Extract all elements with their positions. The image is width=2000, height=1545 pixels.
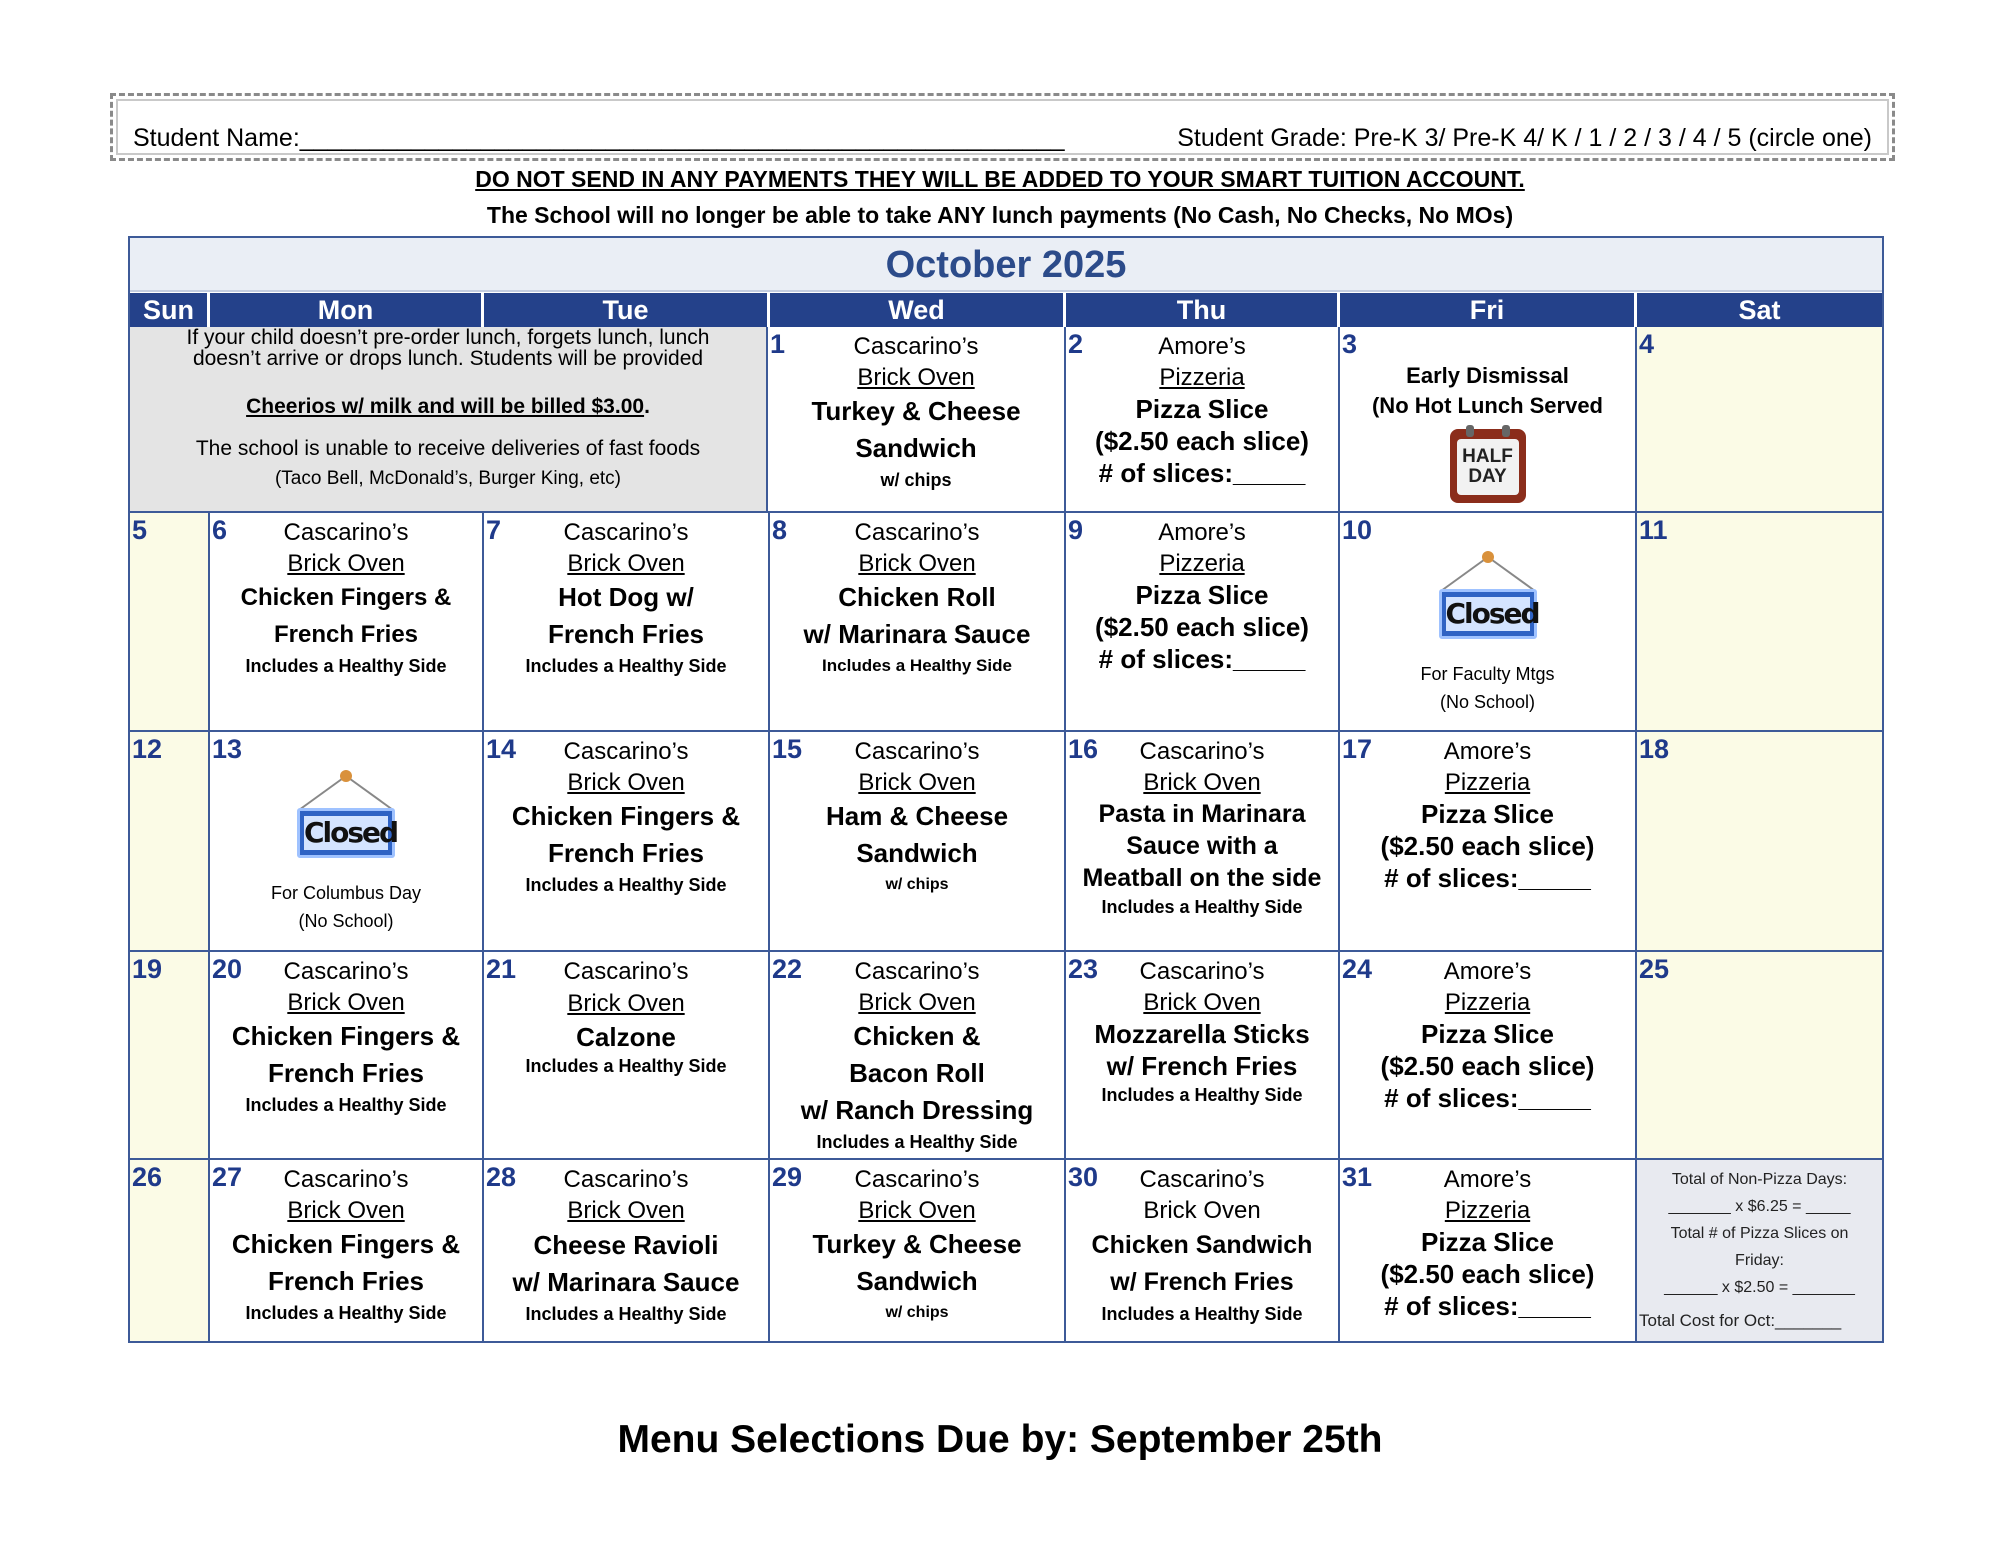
- closure-reason: For Faculty Mtgs: [1420, 664, 1555, 684]
- day-number: 27: [212, 1162, 243, 1192]
- brand: Brick Oven: [567, 550, 685, 577]
- dish: Pizza Slice: [1421, 799, 1554, 829]
- day-cell-26: [130, 1160, 210, 1341]
- day-number: 8: [772, 515, 788, 545]
- day-number: 31: [1342, 1162, 1373, 1192]
- pizza-slices-label-day: Friday:: [1735, 1252, 1784, 1269]
- dish: Cheese Ravioli: [533, 1230, 719, 1260]
- day-number: 12: [132, 734, 163, 764]
- day-cell-1: [768, 327, 1066, 513]
- slice-count-field[interactable]: # of slices:_____: [1384, 863, 1591, 893]
- early-dismissal-label: Early Dismissal: [1406, 363, 1569, 388]
- menu-due-date: Menu Selections Due by: September 25th: [617, 1418, 1383, 1461]
- non-pizza-days-field[interactable]: _______ x $6.25 = _____: [1668, 1198, 1851, 1215]
- brand: Brick Oven: [567, 769, 685, 796]
- vendor: Cascarino’s: [1139, 1166, 1265, 1193]
- pizza-slices-field[interactable]: ______ x $2.50 = _______: [1664, 1279, 1855, 1296]
- side-note: w/ chips: [880, 470, 952, 490]
- policy-fastfood: The school is unable to receive deliveries of fast foods: [195, 437, 701, 460]
- day-number: 17: [1342, 734, 1373, 764]
- side-note: Includes a Healthy Side: [525, 1304, 727, 1324]
- day-cell-9: [1066, 513, 1340, 732]
- brand: Brick Oven: [858, 1197, 976, 1224]
- dish: Chicken Fingers &: [240, 584, 452, 611]
- dish: w/ Marinara Sauce: [803, 619, 1031, 649]
- day-number: 22: [772, 954, 803, 984]
- vendor: Cascarino’s: [283, 958, 409, 985]
- day-cell-8: [770, 513, 1066, 732]
- brand: Brick Oven: [858, 550, 976, 577]
- day-cell-29: [770, 1160, 1066, 1341]
- dish: w/ French Fries: [1110, 1268, 1294, 1296]
- weekday-mon: Mon: [210, 293, 484, 327]
- dish: French Fries: [547, 838, 705, 868]
- dish: Chicken Fingers &: [231, 1021, 461, 1051]
- day-number: 23: [1068, 954, 1099, 984]
- day-number: 9: [1068, 515, 1084, 545]
- closed-sign-text: Closed: [304, 816, 398, 849]
- student-info-box: [110, 93, 1895, 161]
- dish: Bacon Roll: [849, 1058, 985, 1088]
- day-cell-25: [1637, 952, 1882, 1160]
- day-cell-28: [484, 1160, 770, 1341]
- day-number: 10: [1342, 515, 1373, 545]
- weekday-sun: Sun: [130, 293, 210, 327]
- weekday-tue: Tue: [484, 293, 770, 327]
- policy-billing: Cheerios w/ milk and will be billed $3.00: [246, 395, 645, 418]
- day-number: 24: [1342, 954, 1373, 984]
- day-number: 20: [212, 954, 243, 984]
- day-number: 6: [212, 515, 228, 545]
- pizza-slices-label: Total # of Pizza Slices on: [1670, 1225, 1849, 1242]
- day-cell-4: [1637, 327, 1882, 513]
- dish: Pizza Slice: [1421, 1227, 1554, 1257]
- day-number: 18: [1639, 734, 1670, 764]
- vendor: Amore’s: [1158, 333, 1246, 360]
- dish-price: ($2.50 each slice): [1380, 831, 1595, 861]
- brand: Brick Oven: [857, 364, 975, 391]
- day-cell-18: [1637, 732, 1882, 952]
- lunch-policy-note: [130, 327, 768, 513]
- weekday-wed: Wed: [770, 293, 1066, 327]
- brand: Pizzeria: [1444, 989, 1531, 1016]
- day-cell-11: [1637, 513, 1882, 732]
- non-pizza-days-label: Total of Non-Pizza Days:: [1671, 1171, 1848, 1188]
- side-note: Includes a Healthy Side: [816, 1132, 1018, 1152]
- day-cell-19: [130, 952, 210, 1160]
- dish: Mozzarella Sticks: [1094, 1019, 1310, 1049]
- student-name-field[interactable]: Student Name:_______________________________________________________: [133, 124, 1065, 152]
- dish: Ham & Cheese: [825, 801, 1009, 831]
- brand: Brick Oven: [858, 769, 976, 796]
- half-day-icon-text: DAY: [1468, 466, 1507, 487]
- day-number: 21: [486, 954, 517, 984]
- vendor: Cascarino’s: [283, 1166, 409, 1193]
- weekday-sat: Sat: [1637, 293, 1882, 327]
- day-number: 15: [772, 734, 803, 764]
- dish: Pizza Slice: [1421, 1019, 1554, 1049]
- vendor: Cascarino’s: [853, 333, 979, 360]
- brand: Brick Oven: [1143, 769, 1261, 796]
- brand: Brick Oven: [1143, 989, 1261, 1016]
- brand: Pizzeria: [1159, 550, 1245, 577]
- day-number: 5: [132, 515, 148, 545]
- vendor: Cascarino’s: [283, 519, 409, 546]
- dish: Hot Dog w/: [558, 582, 694, 612]
- dish-price: ($2.50 each slice): [1095, 612, 1309, 642]
- day-number: 2: [1068, 329, 1084, 359]
- no-school-note: (No School): [298, 911, 394, 931]
- side-note: Includes a Healthy Side: [1101, 1085, 1303, 1105]
- dish: French Fries: [547, 619, 705, 649]
- day-number: 13: [212, 734, 243, 764]
- vendor: Amore’s: [1158, 519, 1246, 546]
- side-note: Includes a Healthy Side: [1101, 897, 1303, 917]
- slice-count-field[interactable]: # of slices:_____: [1384, 1083, 1591, 1113]
- day-number: 25: [1639, 954, 1670, 984]
- vendor: Cascarino’s: [563, 519, 689, 546]
- student-grade-field[interactable]: Student Grade: Pre-K 3/ Pre-K 4/ K / 1 / 2 / 3 / 4 / 5 (circle one): [1177, 124, 1872, 152]
- brand: Pizzeria: [1444, 769, 1531, 796]
- day-cell-7: [484, 513, 770, 732]
- dish: Chicken Fingers &: [231, 1229, 461, 1259]
- vendor: Amore’s: [1443, 738, 1532, 765]
- brand: Brick Oven: [287, 989, 405, 1016]
- closed-sign-icon: [291, 770, 401, 860]
- side-note: Includes a Healthy Side: [245, 656, 447, 676]
- day-cell-23: [1066, 952, 1340, 1160]
- dish-price: ($2.50 each slice): [1380, 1259, 1595, 1289]
- day-number: 7: [486, 515, 502, 545]
- policy-text: If your child doesn’t pre-order lunch, forgets lunch, lunch doesn’t arrive or drops lunch. Students will be provided: [186, 326, 710, 370]
- day-cell-14: [484, 732, 770, 952]
- side-note: w/ chips: [885, 876, 949, 893]
- closed-sign-icon: [1433, 551, 1543, 641]
- day-number: 4: [1639, 329, 1655, 359]
- dish: French Fries: [267, 1058, 425, 1088]
- day-cell-21: [484, 952, 770, 1160]
- day-number: 26: [132, 1162, 163, 1192]
- no-school-note: (No School): [1439, 692, 1536, 712]
- day-number: 11: [1639, 515, 1668, 545]
- calendar: [128, 236, 1884, 1343]
- half-day-calendar-icon: [1450, 425, 1526, 505]
- day-number: 19: [132, 954, 163, 984]
- day-number: 29: [772, 1162, 803, 1192]
- totals-cell: [1637, 1160, 1882, 1341]
- dish: w/ Marinara Sauce: [512, 1267, 740, 1297]
- day-cell-5: [130, 513, 210, 732]
- slice-count-field[interactable]: # of slices:_____: [1098, 458, 1306, 488]
- day-cell-15: [770, 732, 1066, 952]
- dish: Turkey & Cheese: [811, 396, 1021, 426]
- dish: Calzone: [576, 1022, 676, 1052]
- slice-count-field[interactable]: # of slices:_____: [1384, 1291, 1591, 1321]
- day-cell-30: [1066, 1160, 1340, 1341]
- dish: Chicken Fingers &: [511, 801, 741, 831]
- brand: Brick Oven: [567, 990, 685, 1017]
- vendor: Cascarino’s: [854, 738, 980, 765]
- vendor: Cascarino’s: [854, 1166, 980, 1193]
- dish-price: ($2.50 each slice): [1380, 1051, 1595, 1081]
- dish: Pizza Slice: [1135, 580, 1269, 610]
- policy-period: .: [644, 395, 650, 418]
- day-cell-22: [770, 952, 1066, 1160]
- dish: Pizza Slice: [1135, 394, 1269, 424]
- day-cell-12: [130, 732, 210, 952]
- dish: Pasta in Marinara: [1098, 800, 1306, 828]
- vendor: Cascarino’s: [563, 738, 689, 765]
- vendor: Cascarino’s: [1139, 738, 1265, 765]
- side-note: Includes a Healthy Side: [245, 1303, 447, 1323]
- day-number: 28: [486, 1162, 517, 1192]
- weekday-thu: Thu: [1066, 293, 1340, 327]
- side-note: Includes a Healthy Side: [525, 1056, 727, 1076]
- dish-price: ($2.50 each slice): [1095, 426, 1309, 456]
- day-number: 14: [486, 734, 517, 764]
- vendor: Cascarino’s: [563, 1166, 689, 1193]
- day-cell-16: [1066, 732, 1340, 952]
- no-hot-lunch-label: (No Hot Lunch Served: [1371, 393, 1603, 418]
- policy-examples: (Taco Bell, McDonald’s, Burger King, etc): [274, 468, 622, 489]
- day-cell-2: [1066, 327, 1340, 513]
- vendor: Amore’s: [1443, 958, 1532, 985]
- half-day-icon-text: HALF: [1462, 446, 1513, 467]
- weekday-fri: Fri: [1340, 293, 1637, 327]
- dish: Meatball on the side: [1082, 864, 1322, 892]
- dish: Sandwich: [856, 1266, 978, 1296]
- dish: French Fries: [267, 1266, 425, 1296]
- slice-count-field[interactable]: # of slices:_____: [1098, 644, 1306, 674]
- brand: Pizzeria: [1444, 1197, 1531, 1224]
- day-cell-3: [1340, 327, 1637, 513]
- dish: Turkey & Cheese: [812, 1229, 1022, 1259]
- closed-sign-text: Closed: [1445, 597, 1539, 630]
- brand: Brick Oven: [1143, 1197, 1261, 1224]
- day-cell-17: [1340, 732, 1637, 952]
- dish: Sandwich: [855, 433, 977, 463]
- dish: French Fries: [273, 621, 419, 648]
- day-cell-24: [1340, 952, 1637, 1160]
- dish: Sandwich: [856, 838, 978, 868]
- side-note: Includes a Healthy Side: [1101, 1304, 1303, 1324]
- calendar-title: October 2025: [130, 238, 1882, 292]
- side-note: Includes a Healthy Side: [525, 875, 727, 895]
- vendor: Amore’s: [1443, 1166, 1532, 1193]
- side-note: w/ chips: [885, 1304, 949, 1321]
- dish: Chicken Roll: [838, 582, 996, 612]
- brand: Brick Oven: [287, 1197, 405, 1224]
- brand: Pizzeria: [1159, 364, 1245, 391]
- day-cell-27: [210, 1160, 484, 1341]
- side-note: Includes a Healthy Side: [245, 1095, 447, 1115]
- day-number: 3: [1342, 329, 1358, 359]
- vendor: Cascarino’s: [1139, 958, 1265, 985]
- vendor: Cascarino’s: [563, 958, 689, 985]
- dish: w/ French Fries: [1106, 1051, 1298, 1081]
- day-cell-6: [210, 513, 484, 732]
- side-note: Includes a Healthy Side: [822, 656, 1012, 675]
- brand: Brick Oven: [287, 550, 405, 577]
- brand: Brick Oven: [858, 989, 976, 1016]
- dish: Chicken &: [853, 1021, 981, 1051]
- brand: Brick Oven: [567, 1197, 685, 1224]
- dish: Sauce with a: [1126, 832, 1278, 860]
- day-cell-31: [1340, 1160, 1637, 1341]
- closure-reason: For Columbus Day: [270, 883, 422, 903]
- total-cost-field[interactable]: Total Cost for Oct:_______: [1639, 1311, 1842, 1330]
- vendor: Cascarino’s: [854, 958, 980, 985]
- day-cell-13: [210, 732, 484, 952]
- day-number: 1: [770, 329, 786, 359]
- day-cell-20: [210, 952, 484, 1160]
- dish: w/ Ranch Dressing: [800, 1095, 1034, 1125]
- side-note: Includes a Healthy Side: [525, 656, 727, 676]
- dish: Chicken Sandwich: [1091, 1231, 1313, 1259]
- no-payments-notice: The School will no longer be able to take ANY lunch payments (No Cash, No Checks, No MOs): [486, 202, 1514, 228]
- day-number: 30: [1068, 1162, 1099, 1192]
- day-cell-10: [1340, 513, 1637, 732]
- payment-notice: DO NOT SEND IN ANY PAYMENTS THEY WILL BE ADDED TO YOUR SMART TUITION ACCOUNT.: [475, 166, 1525, 192]
- day-number: 16: [1068, 734, 1099, 764]
- vendor: Cascarino’s: [854, 519, 980, 546]
